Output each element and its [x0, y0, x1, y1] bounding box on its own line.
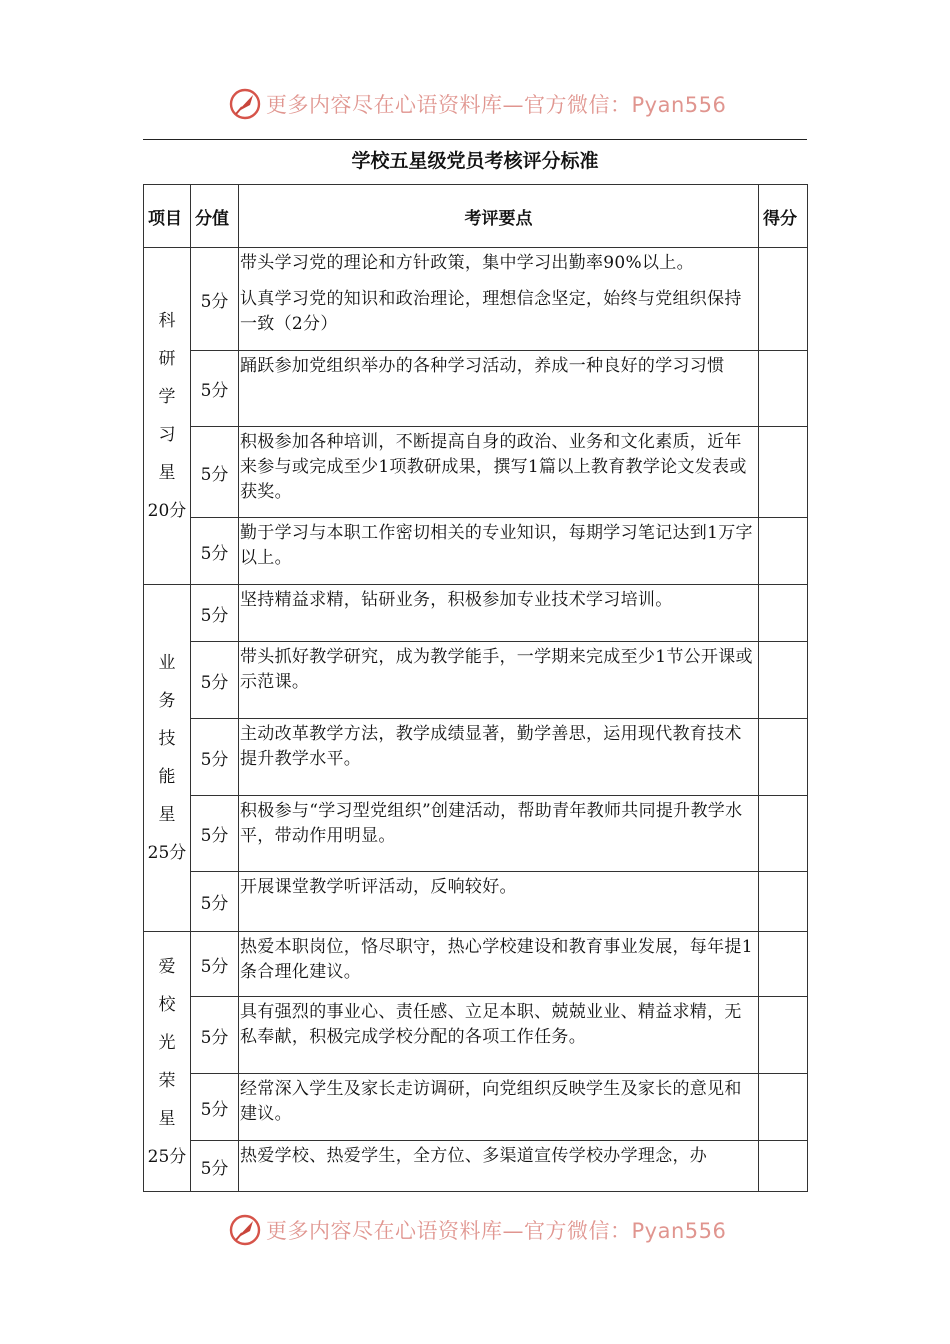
table-row — [144, 1074, 808, 1141]
category-label-line: 20分 — [147, 501, 187, 521]
category-label-line: 荣 — [158, 1070, 176, 1091]
evaluation-point-text: 具有强烈的事业心、责任感、立足本职、兢兢业业、精益求精，无私奉献，积极完成学校分配的各项工作任务。 — [240, 1002, 742, 1047]
evaluation-point-text: 主动改革教学方法，教学成绩显著，勤学善思，运用现代教育技术提升教学水平。 — [240, 724, 742, 769]
table-row — [144, 719, 808, 796]
category-label-line: 务 — [158, 691, 176, 711]
evaluation-point-text: 认真学习党的知识和政治理论，理想信念坚定，始终与党组织保持一致（2分） — [240, 289, 742, 334]
score-value: 5分 — [191, 351, 239, 427]
quill-logo-icon — [228, 1213, 262, 1247]
evaluation-points-cell — [239, 585, 759, 642]
score-value: 5分 — [191, 1074, 239, 1141]
evaluation-points-cell — [239, 427, 759, 518]
table-row — [144, 872, 808, 932]
category-cell — [144, 932, 191, 1192]
evaluation-point-text: 热爱本职岗位，恪尽职守，热心学校建设和教育事业发展，每年提1条合理化建议。 — [240, 937, 753, 982]
table-row — [144, 1141, 808, 1192]
score-obtained-cell[interactable] — [759, 872, 808, 932]
watermark-text: 更多内容尽在心语资料库—官方微信：Pyan556 — [266, 1219, 727, 1243]
score-value: 5分 — [191, 518, 239, 585]
evaluation-point-text: 踊跃参加党组织举办的各种学习活动，养成一种良好的学习习惯 — [240, 356, 725, 376]
score-obtained-cell[interactable] — [759, 427, 808, 518]
evaluation-point-text: 热爱学校、热爱学生，全方位、多渠道宣传学校办学理念，办 — [240, 1146, 708, 1166]
evaluation-points-cell — [239, 1141, 759, 1192]
evaluation-points-cell — [239, 719, 759, 796]
header-got: 得分 — [759, 185, 808, 248]
watermark-banner-bottom — [228, 1210, 726, 1250]
score-obtained-cell[interactable] — [759, 351, 808, 427]
table-row — [144, 518, 808, 585]
evaluation-points-cell — [239, 872, 759, 932]
category-label-line: 校 — [158, 994, 176, 1015]
header-item: 项目 — [144, 185, 191, 248]
header-score: 分值 — [191, 185, 239, 248]
score-value: 5分 — [191, 719, 239, 796]
quill-logo-icon — [228, 87, 262, 121]
table-row — [144, 796, 808, 872]
category-label-line: 业 — [158, 653, 176, 673]
score-obtained-cell[interactable] — [759, 248, 808, 351]
evaluation-point-text: 带头抓好教学研究，成为教学能手，一学期来完成至少1节公开课或示范课。 — [240, 647, 753, 692]
evaluation-point-text: 开展课堂教学听评活动，反响较好。 — [240, 877, 517, 897]
score-obtained-cell[interactable] — [759, 932, 808, 997]
evaluation-point-text: 勤于学习与本职工作密切相关的专业知识，每期学习笔记达到1万字以上。 — [240, 523, 753, 568]
score-value: 5分 — [191, 932, 239, 997]
watermark-text: 更多内容尽在心语资料库—官方微信：Pyan556 — [266, 93, 727, 117]
score-obtained-cell[interactable] — [759, 796, 808, 872]
category-label-line: 星 — [158, 1108, 176, 1129]
table-row — [144, 997, 808, 1074]
score-value: 5分 — [191, 248, 239, 351]
category-label-line: 技 — [158, 729, 176, 749]
watermark-banner-top — [228, 84, 726, 124]
score-obtained-cell[interactable] — [759, 1074, 808, 1141]
category-label-line: 爱 — [158, 956, 176, 977]
table-row — [144, 351, 808, 427]
evaluation-point-text: 经常深入学生及家长走访调研，向党组织反映学生及家长的意见和建议。 — [240, 1079, 742, 1124]
evaluation-points-cell — [239, 518, 759, 585]
category-label-line: 科 — [158, 311, 176, 331]
category-label-line: 25分 — [147, 843, 187, 863]
table-row — [144, 585, 808, 642]
category-label-line: 星 — [158, 805, 176, 825]
category-label-line: 习 — [158, 425, 176, 445]
table-row — [144, 932, 808, 997]
category-cell — [144, 248, 191, 585]
score-obtained-cell[interactable] — [759, 719, 808, 796]
evaluation-points-cell — [239, 351, 759, 427]
table-header-row — [144, 185, 808, 248]
score-value: 5分 — [191, 872, 239, 932]
category-label-line: 能 — [158, 767, 176, 787]
table-row — [144, 427, 808, 518]
score-value: 5分 — [191, 796, 239, 872]
category-label-line: 25分 — [147, 1146, 187, 1167]
score-obtained-cell[interactable] — [759, 585, 808, 642]
evaluation-point-text: 带头学习党的理论和方针政策，集中学习出勤率90%以上。 — [240, 253, 694, 273]
evaluation-points-cell — [239, 248, 759, 351]
header-rule — [143, 139, 807, 140]
evaluation-points-cell — [239, 932, 759, 997]
evaluation-points-cell — [239, 642, 759, 719]
category-label-line: 光 — [158, 1032, 176, 1053]
document-title: 学校五星级党员考核评分标准 — [351, 150, 599, 172]
category-label-line: 学 — [158, 387, 176, 407]
score-obtained-cell[interactable] — [759, 642, 808, 719]
evaluation-point-text: 积极参加各种培训，不断提高自身的政治、业务和文化素质，近年来参与或完成至少1项教研成果，撰写1篇以上教育教学论文发表或获奖。 — [240, 432, 747, 502]
category-label-line: 研 — [158, 349, 176, 369]
score-obtained-cell[interactable] — [759, 997, 808, 1074]
evaluation-point-text: 坚持精益求精，钻研业务，积极参加专业技术学习培训。 — [240, 590, 673, 610]
table-row — [144, 642, 808, 719]
scoring-table — [143, 184, 808, 1192]
table-body — [144, 248, 808, 1192]
score-value: 5分 — [191, 1141, 239, 1192]
score-value: 5分 — [191, 997, 239, 1074]
score-value: 5分 — [191, 585, 239, 642]
category-cell — [144, 585, 191, 932]
score-value: 5分 — [191, 427, 239, 518]
evaluation-points-cell — [239, 1074, 759, 1141]
evaluation-point-text: 积极参与“学习型党组织”创建活动，帮助青年教师共同提升教学水平，带动作用明显。 — [240, 801, 743, 846]
score-value: 5分 — [191, 642, 239, 719]
evaluation-points-cell — [239, 997, 759, 1074]
table-row — [144, 248, 808, 351]
score-obtained-cell[interactable] — [759, 1141, 808, 1192]
category-label-line: 星 — [158, 463, 176, 483]
score-obtained-cell[interactable] — [759, 518, 808, 585]
header-points: 考评要点 — [239, 185, 759, 248]
evaluation-points-cell — [239, 796, 759, 872]
